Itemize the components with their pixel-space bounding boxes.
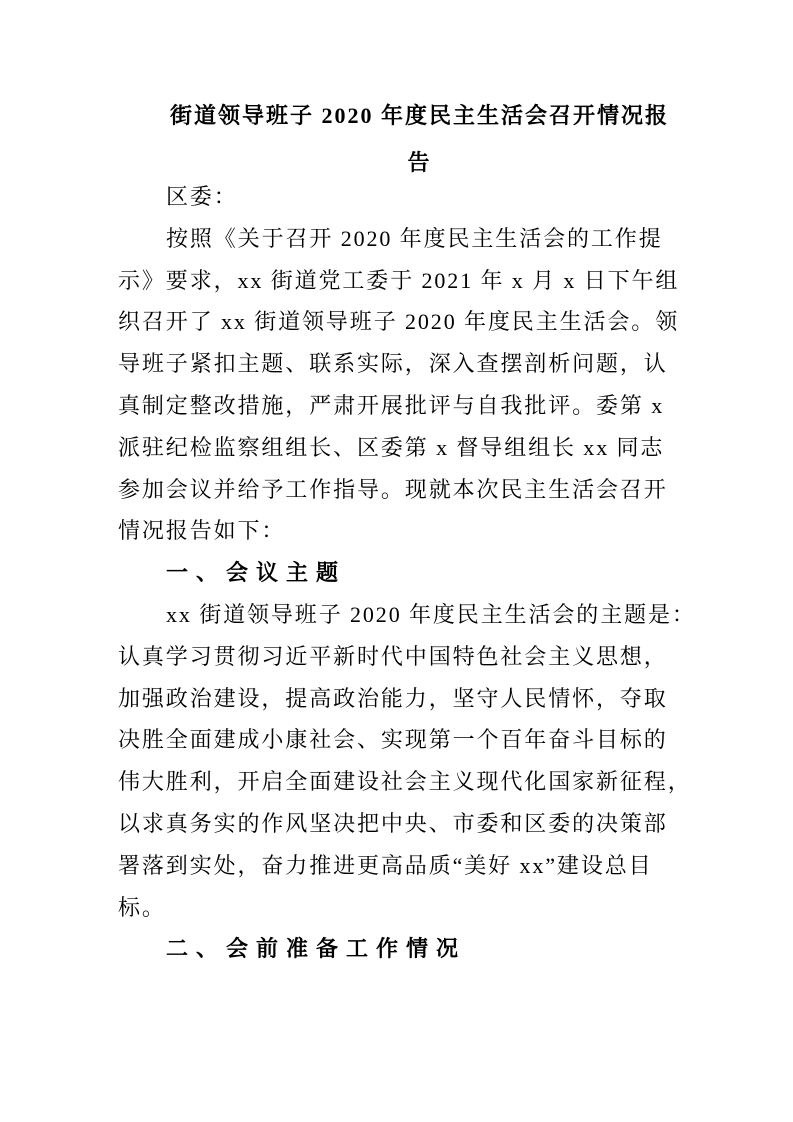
title-line-2: 告 bbox=[407, 150, 432, 175]
text-line: 导班子紧扣主题、联系实际，深入查摆剖析问题，认 bbox=[118, 351, 668, 377]
document-title bbox=[118, 92, 689, 186]
section-heading-2: 二、会前准备工作情况 bbox=[166, 936, 467, 962]
salutation: 区委： bbox=[166, 184, 238, 209]
text-line: 署落到实处，奋力推进更高品质“美好 xx”建设总目 bbox=[118, 852, 653, 878]
text-line: xx 街道领导班子 2020 年度民主生活会的主题是： bbox=[166, 601, 696, 627]
paragraph-meeting-theme bbox=[118, 594, 696, 928]
title-line-1: 街道领导班子 2020 年度民主生活会召开情况报 bbox=[169, 103, 669, 128]
text-line: 以求真务实的作风坚决把中央、市委和区委的决策部 bbox=[118, 810, 668, 836]
text-line: 参加会议并给予工作指导。现就本次民主生活会召开 bbox=[118, 476, 668, 502]
text-line: 示》要求，xx 街道党工委于 2021 年 x 月 x 日下午组 bbox=[118, 267, 680, 293]
paragraph-opening bbox=[118, 218, 689, 552]
text-line: 标。 bbox=[118, 894, 166, 920]
text-line: 织召开了 xx 街道领导班子 2020 年度民主生活会。领 bbox=[118, 309, 680, 335]
text-line: 真制定整改措施，严肃开展批评与自我批评。委第 x bbox=[118, 392, 665, 418]
text-line: 加强政治建设，提高政治能力，坚守人民情怀，夺取 bbox=[118, 685, 668, 711]
text-line: 决胜全面建成小康社会、实现第一个百年奋斗目标的 bbox=[118, 727, 668, 753]
text-line: 情况报告如下： bbox=[118, 518, 286, 544]
text-line: 按照《关于召开 2020 年度民主生活会的工作提 bbox=[166, 225, 663, 251]
text-line: 伟大胜利，开启全面建设社会主义现代化国家新征程， bbox=[118, 769, 692, 795]
section-heading-1: 一、会议主题 bbox=[166, 560, 347, 586]
text-line: 派驻纪检监察组组长、区委第 x 督导组组长 xx 同志 bbox=[118, 434, 665, 460]
text-line: 认真学习贯彻习近平新时代中国特色社会主义思想， bbox=[118, 643, 668, 669]
